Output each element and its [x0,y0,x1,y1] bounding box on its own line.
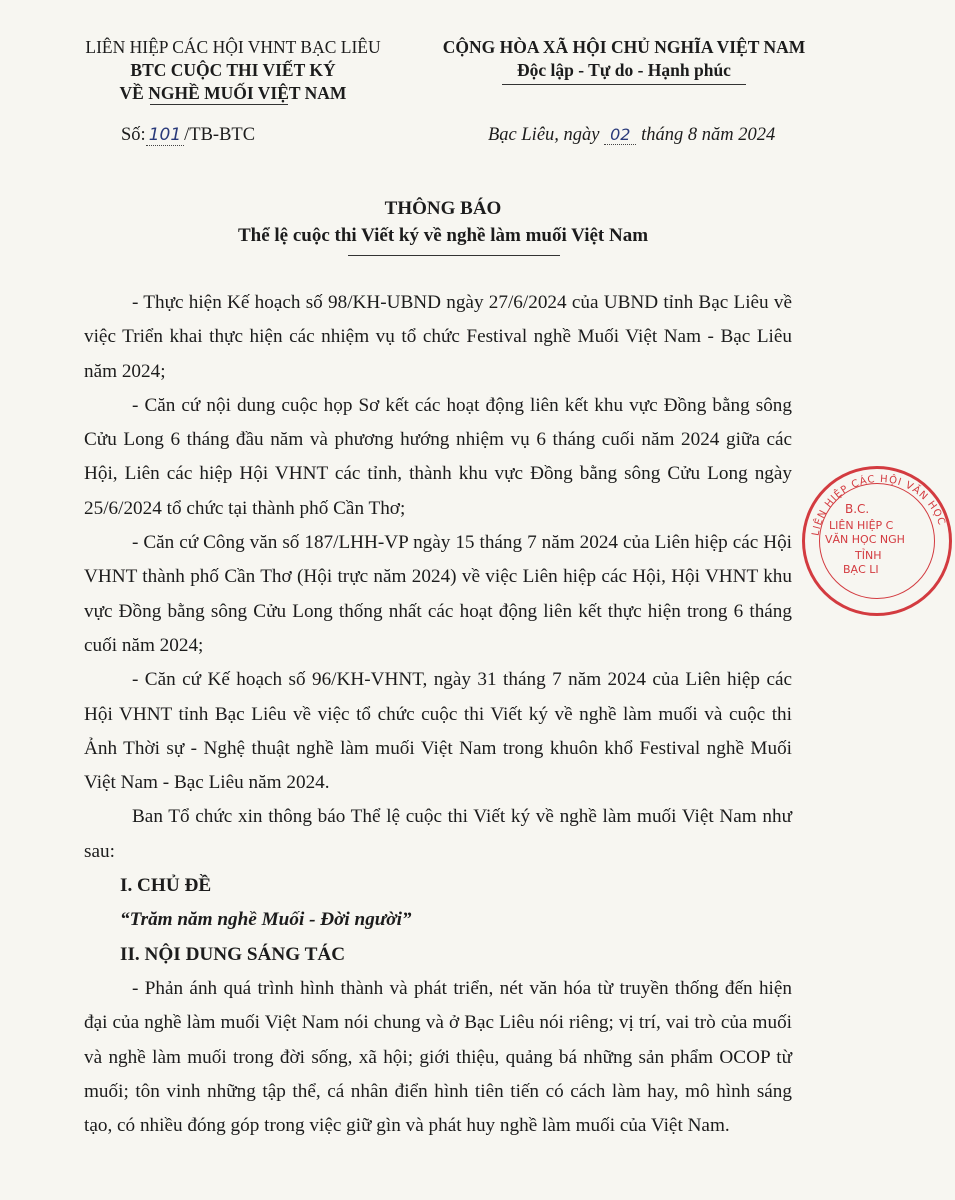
doc-number-prefix: Số: [121,125,146,145]
section-1-heading: I. CHỦ ĐỀ [120,875,212,897]
title-underline [348,255,560,256]
seal-text-line-5: BẠC LI [843,563,879,576]
red-seal-stamp [802,466,952,616]
seal-text-line-2: LIÊN HIỆP C [829,519,894,532]
issuing-organization [52,36,414,105]
paragraph-basis-3: - Căn cứ Công văn số 187/LHH-VP ngày 15 tháng 7 năm 2024 của Liên hiệp các Hội VHNT thành phố Cần Thơ (Hội trực năm 2024) về việc Liên hiệp các Hội, Hội VHNT khu vực Đồng bằng sông Cửu Long thống nhất các hoạt động liên kết thực hiện trong 6 tháng cuối năm 2024; [84,532,792,656]
motto-underline [502,84,746,85]
document-date [488,125,775,146]
section-2-heading: II. NỘI DUNG SÁNG TÁC [120,943,346,965]
document-title: THÔNG BÁO [384,198,502,219]
seal-text-line-1: B.C. [845,502,870,516]
paragraph-announcement: Ban Tổ chức xin thông báo Thể lệ cuộc thi Viết ký về nghề làm muối Việt Nam như sau: [84,806,792,862]
national-header [414,36,834,82]
date-day-handwritten: 02 [604,125,636,145]
svg-text:LIÊN HIỆP CÁC HỘI VĂN HỌC: LIÊN HIỆP CÁC HỘI VĂN HỌC [810,473,948,537]
document-number [121,125,255,146]
seal-text-line-3: VĂN HỌC NGH [825,533,905,546]
national-motto: Độc lập - Tự do - Hạnh phúc [517,60,731,80]
org-line-3: VỀ NGHỀ MUỐI VIỆT NAM [119,83,347,103]
paragraph-basis-4: - Căn cứ Kế hoạch số 96/KH-VHNT, ngày 31 tháng 7 năm 2024 của Liên hiệp các Hội VHNT tỉnh Bạc Liêu về việc tổ chức cuộc thi Viết ký về nghề làm muối và cuộc thi Ảnh Thời sự - Nghệ thuật nghề làm muối Việt Nam trong khuôn khổ Festival nghề Muối Việt Nam - Bạc Liêu năm 2024. [84,669,792,794]
seal-text-line-4: TỈNH [855,549,882,562]
org-line-2: BTC CUỘC THI VIẾT KÝ [130,60,336,80]
nation-name: CỘNG HÒA XÃ HỘI CHỦ NGHĨA VIỆT NAM [442,37,806,57]
section-1-theme: “Trăm năm nghề Muối - Đời người” [120,909,412,931]
org-underline [150,104,288,105]
org-line-1: LIÊN HIỆP CÁC HỘI VHNT BẠC LIÊU [85,37,381,57]
paragraph-basis-2: - Căn cứ nội dung cuộc họp Sơ kết các hoạt động liên kết khu vực Đồng bằng sông Cửu Long 6 tháng đầu năm và phương hướng nhiệm vụ 6 tháng cuối năm 2024 giữa các Hội, Liên các hiệp Hội VHNT các tỉnh, thành khu vực Đồng bằng sông Cửu Long ngày 25/6/2024 tổ chức tại thành phố Cần Thơ; [84,394,792,519]
date-suffix: tháng 8 năm 2024 [641,125,776,145]
section-2-paragraph: - Phản ánh quá trình hình thành và phát triển, nét văn hóa từ truyền thống đến hiện đại của nghề làm muối Việt Nam nói chung và ở Bạc Liêu nói riêng; vị trí, vai trò của muối và nghề làm muối trong đời sống, xã hội; giới thiệu, quảng bá những sản phẩm OCOP từ muối; tôn vinh những tập thể, cá nhân điển hình tiên tiến có cách làm hay, mô hình sáng tạo, có nhiều đóng góp trong việc giữ gìn và phát huy nghề làm muối của Việt Nam. [84,977,792,1137]
document-subtitle: Thể lệ cuộc thi Viết ký về nghề làm muối Việt Nam [237,225,649,246]
paragraph-basis-1: - Thực hiện Kế hoạch số 98/KH-UBND ngày 27/6/2024 của UBND tỉnh Bạc Liêu về việc Triển khai thực hiện các nhiệm vụ tổ chức Festival nghề Muối Việt Nam - Bạc Liêu năm 2024; [84,292,792,382]
document-body [84,286,792,1143]
doc-number-handwritten: 101 [146,125,184,146]
doc-number-suffix: /TB-BTC [184,125,256,145]
date-prefix: Bạc Liêu, ngày [488,125,600,145]
